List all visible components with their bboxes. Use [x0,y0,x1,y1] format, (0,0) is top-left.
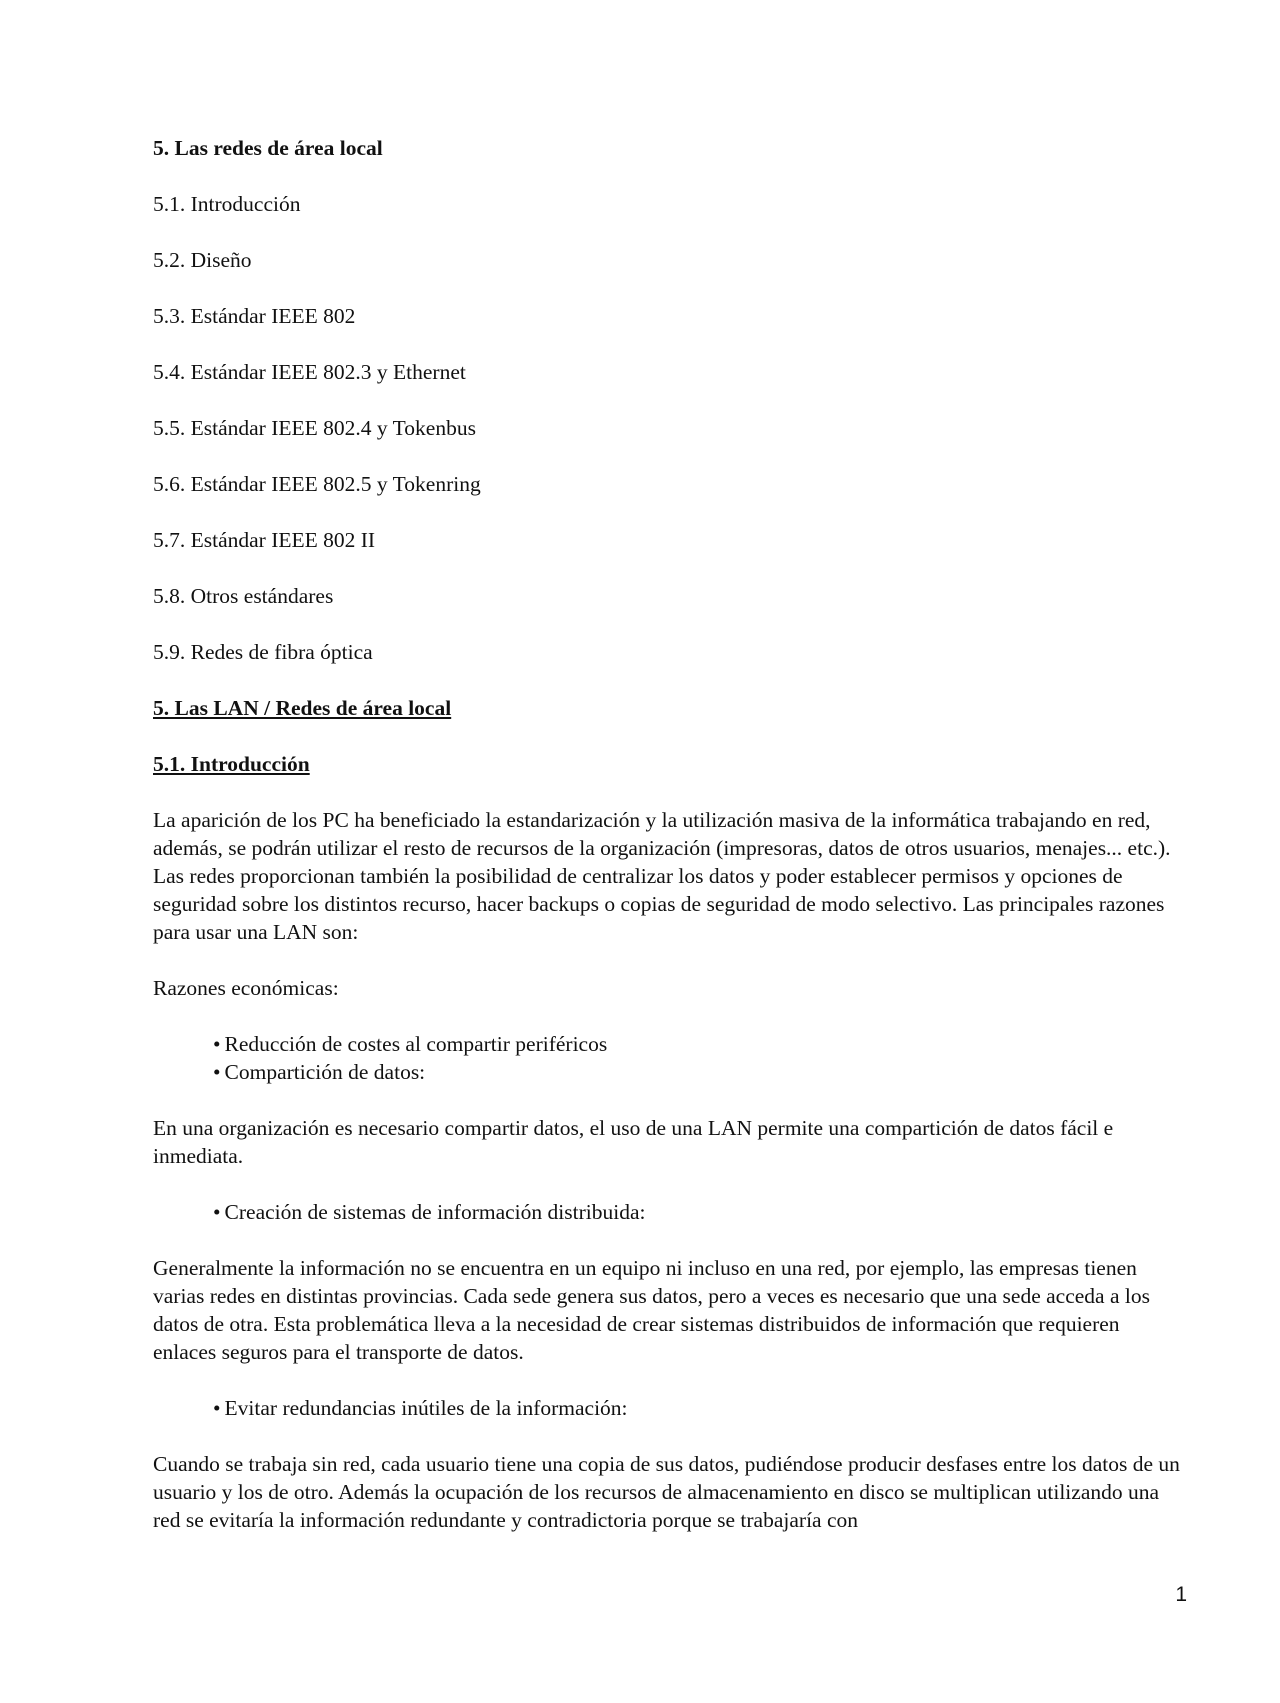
reasons-label: Razones económicas: [153,976,339,1000]
bullet-list-economic [213,1030,1183,1086]
document-title: 5. Las redes de área local [153,136,383,160]
page-number: 1 [1175,1583,1187,1606]
bullet-icon: • [213,1032,221,1056]
toc-item: 5.2. Diseño [153,248,252,272]
paragraph-distributed-info: Generalmente la información no se encuentra en un equipo ni incluso en una red, por ejemplo, las empresas tienen varias redes en distintas provincias. Cada sede genera sus datos, pero a veces es necesario que una sede acceda a los datos de otra. Esta problemática lleva a la necesidad de crear sistemas distribuidos de información que requieren enlaces seguros para el transporte de datos. [153,1256,1150,1364]
list-item-text: Creación de sistemas de información distribuida: [224,1200,646,1224]
toc-item: 5.9. Redes de fibra óptica [153,640,373,664]
table-of-contents [153,190,1183,666]
toc-item: 5.8. Otros estándares [153,584,334,608]
list-item [213,1394,1183,1422]
document-page [153,134,1183,1562]
bullet-list-redundancy [213,1394,1183,1422]
section-heading: 5. Las LAN / Redes de área local [153,696,452,720]
toc-item: 5.3. Estándar IEEE 802 [153,304,356,328]
bullet-icon: • [213,1200,221,1224]
toc-item: 5.1. Introducción [153,192,301,216]
intro-paragraph: La aparición de los PC ha beneficiado la estandarización y la utilización masiva de la informática trabajando en red, además, se podrán utilizar el resto de recursos de la organización (impresoras, datos de otros usuarios, menajes... etc.). Las redes proporcionan también la posibilidad de centralizar los datos y poder establecer permisos y opciones de seguridad sobre los distintos recurso, hacer backups o copias de seguridad de modo selectivo. Las principales razones para usar una LAN son: [153,808,1171,944]
list-item [213,1030,1183,1058]
list-item [213,1198,1183,1226]
bullet-icon: • [213,1396,221,1420]
paragraph-data-sharing: En una organización es necesario compartir datos, el uso de una LAN permite una compartición de datos fácil e inmediata. [153,1116,1114,1168]
toc-item: 5.5. Estándar IEEE 802.4 y Tokenbus [153,416,476,440]
list-item [213,1058,1183,1086]
toc-item: 5.7. Estándar IEEE 802 II [153,528,376,552]
bullet-list-distributed [213,1198,1183,1226]
list-item-text: Evitar redundancias inútiles de la información: [224,1396,628,1420]
subsection-heading: 5.1. Introducción [153,752,310,776]
paragraph-redundancy: Cuando se trabaja sin red, cada usuario tiene una copia de sus datos, pudiéndose producir desfases entre los datos de un usuario y los de otro. Además la ocupación de los recursos de almacenamiento en disco se multiplican utilizando una red se evitaría la información redundante y contradictoria porque se trabajaría con [153,1452,1180,1532]
toc-item: 5.4. Estándar IEEE 802.3 y Ethernet [153,360,466,384]
toc-item: 5.6. Estándar IEEE 802.5 y Tokenring [153,472,481,496]
list-item-text: Compartición de datos: [224,1060,426,1084]
bullet-icon: • [213,1060,221,1084]
list-item-text: Reducción de costes al compartir periféricos [224,1032,608,1056]
